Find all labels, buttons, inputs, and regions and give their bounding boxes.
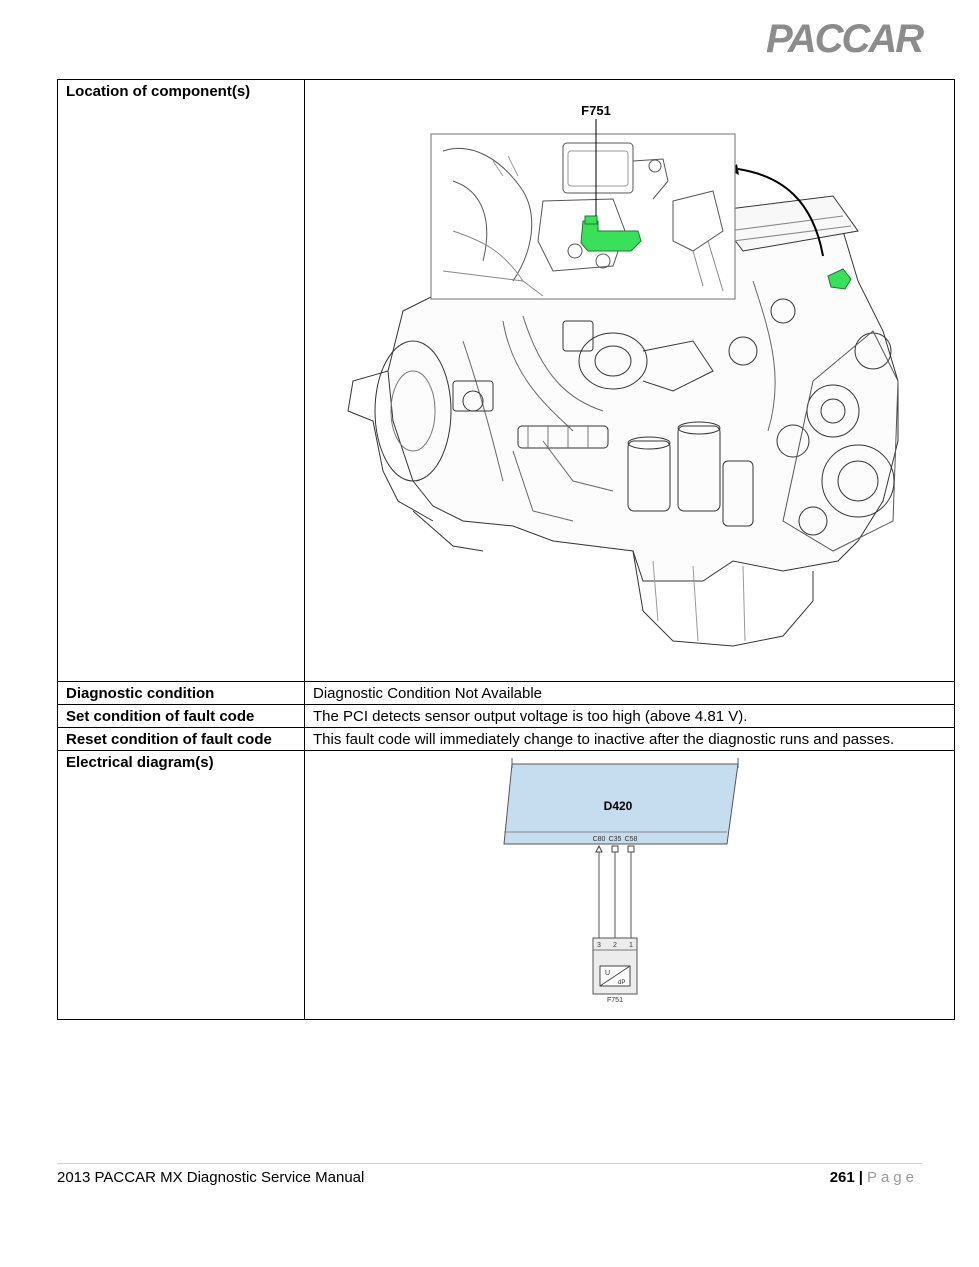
sensor-pin-label: 2 <box>613 942 617 949</box>
footer-title: 2013 PACCAR MX Diagnostic Service Manual <box>57 1169 365 1186</box>
engine-illustration <box>313 81 946 681</box>
page-label: Page <box>866 1169 918 1186</box>
electrical-diagram-cell <box>305 751 955 1020</box>
module-name: D420 <box>603 799 633 813</box>
electrical-diagram-label: Electrical diagram(s) <box>58 751 305 1020</box>
sensor-pin-label: 3 <box>597 942 601 949</box>
pin-marker <box>628 846 634 852</box>
location-label: Location of component(s) <box>58 80 305 682</box>
footer-page-info <box>830 1169 918 1186</box>
location-callout-label: F751 <box>581 103 611 118</box>
logo-text: PACCAR <box>766 17 923 58</box>
electrical-diagram <box>313 752 946 1019</box>
sensor-symbol-bottom: dP <box>618 980 626 986</box>
sensor-symbol-top: U <box>605 970 611 977</box>
module-pin-label: C58 <box>624 836 638 843</box>
table-row-electrical-diagram <box>58 751 955 1020</box>
table-row-set-condition <box>58 705 955 728</box>
pin-marker <box>612 846 618 852</box>
set-condition-value: The PCI detects sensor output voltage is too high (above 4.81 V). <box>305 705 955 728</box>
sensor-pin-label: 1 <box>629 942 633 949</box>
table-row-diagnostic-condition <box>58 682 955 705</box>
diagnostic-condition-value: Diagnostic Condition Not Available <box>305 682 955 705</box>
table-row-location <box>58 80 955 682</box>
fault-spec-table <box>57 79 955 1020</box>
sensor-name: F751 <box>607 997 623 1004</box>
module-pin-label: C80 <box>592 836 606 843</box>
reset-condition-label: Reset condition of fault code <box>58 728 305 751</box>
reset-condition-value: This fault code will immediately change to inactive after the diagnostic runs and passes. <box>305 728 955 751</box>
pin-marker <box>596 846 602 852</box>
module-pin-label: C35 <box>608 836 622 843</box>
diagnostic-condition-label: Diagnostic condition <box>58 682 305 705</box>
page-footer <box>57 1163 922 1194</box>
footer-separator: | <box>858 1169 863 1186</box>
set-condition-label: Set condition of fault code <box>58 705 305 728</box>
table-row-reset-condition <box>58 728 955 751</box>
page-number: 261 <box>829 1169 855 1186</box>
engine-illustration-cell <box>305 80 955 682</box>
paccar-logo <box>764 16 926 58</box>
